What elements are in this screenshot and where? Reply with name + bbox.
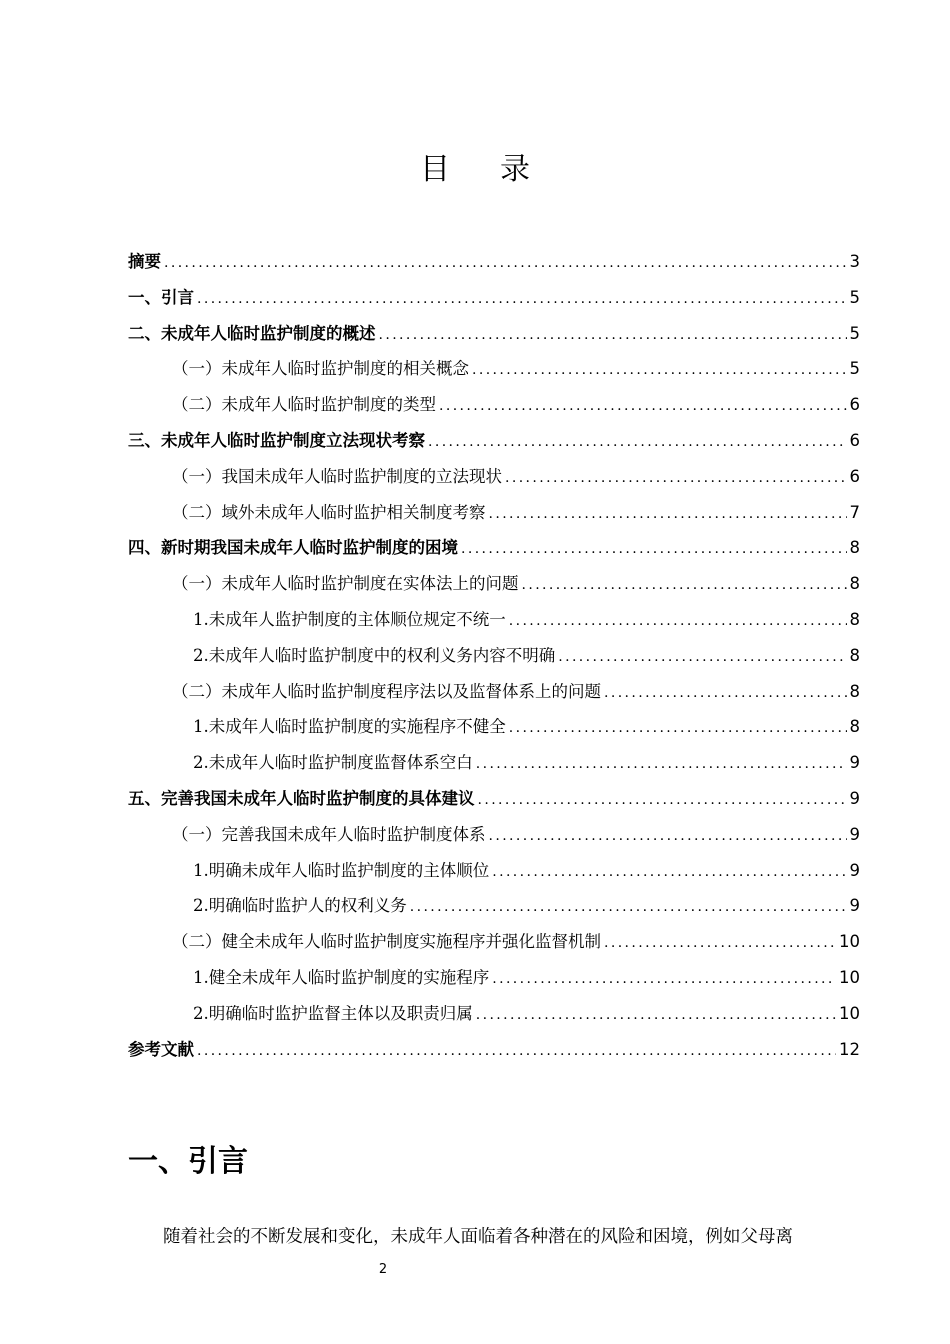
toc-entry-page: 8 bbox=[849, 645, 860, 665]
toc-entry[interactable] bbox=[128, 530, 860, 566]
toc-entry[interactable] bbox=[128, 351, 860, 387]
toc-dot-leader bbox=[604, 926, 836, 962]
toc-title: 目录 bbox=[420, 152, 580, 187]
toc-dot-leader bbox=[604, 676, 847, 712]
toc-dot-leader bbox=[461, 532, 847, 568]
toc-dot-leader bbox=[476, 998, 836, 1034]
toc-entry[interactable] bbox=[128, 745, 860, 781]
toc-entry-page: 9 bbox=[849, 824, 860, 844]
table-of-contents bbox=[128, 244, 860, 1067]
toc-dot-leader bbox=[489, 819, 847, 855]
toc-entry-label: 2.未成年人临时监护制度中的权利义务内容不明确 bbox=[193, 645, 556, 665]
toc-entry-page: 10 bbox=[839, 932, 860, 952]
toc-entry-page: 9 bbox=[849, 788, 860, 808]
toc-dot-leader bbox=[558, 640, 846, 676]
toc-entry-page: 8 bbox=[849, 609, 860, 629]
toc-entry[interactable] bbox=[128, 316, 860, 352]
toc-dot-leader bbox=[509, 711, 847, 747]
toc-entry-label: （二）域外未成年人临时监护相关制度考察 bbox=[172, 502, 486, 522]
toc-entry-page: 7 bbox=[849, 502, 860, 522]
toc-entry-page: 9 bbox=[849, 860, 860, 880]
toc-entry-label: （二）未成年人临时监护制度程序法以及监督体系上的问题 bbox=[172, 681, 601, 701]
toc-entry[interactable] bbox=[128, 495, 860, 531]
toc-entry[interactable] bbox=[128, 566, 860, 602]
section-heading: 一、引言 bbox=[128, 1144, 248, 1179]
toc-entry-page: 8 bbox=[849, 538, 860, 558]
toc-dot-leader bbox=[410, 890, 847, 926]
toc-dot-leader bbox=[428, 425, 847, 461]
toc-entry-label: 1.健全未成年人临时监护制度的实施程序 bbox=[193, 967, 490, 987]
toc-entry-page: 8 bbox=[849, 717, 860, 737]
toc-entry-page: 5 bbox=[849, 323, 860, 343]
toc-entry[interactable] bbox=[128, 817, 860, 853]
toc-entry[interactable] bbox=[128, 638, 860, 674]
toc-dot-leader bbox=[492, 962, 836, 998]
toc-entry[interactable] bbox=[128, 387, 860, 423]
toc-entry-page: 6 bbox=[849, 395, 860, 415]
toc-entry[interactable] bbox=[128, 280, 860, 316]
toc-dot-leader bbox=[489, 497, 847, 533]
toc-entry-label: （一）我国未成年人临时监护制度的立法现状 bbox=[172, 466, 502, 486]
toc-dot-leader bbox=[164, 246, 847, 282]
toc-entry-page: 6 bbox=[849, 430, 860, 450]
toc-entry[interactable] bbox=[128, 602, 860, 638]
toc-entry[interactable] bbox=[128, 244, 860, 280]
toc-dot-leader bbox=[439, 389, 847, 425]
toc-entry-label: （一）完善我国未成年人临时监护制度体系 bbox=[172, 824, 486, 844]
toc-entry-label: 2.明确临时监护人的权利义务 bbox=[193, 896, 407, 916]
toc-entry[interactable] bbox=[128, 709, 860, 745]
toc-entry-label: 二、未成年人临时监护制度的概述 bbox=[128, 323, 376, 343]
toc-entry-label: 1.明确未成年人临时监护制度的主体顺位 bbox=[193, 860, 490, 880]
toc-dot-leader bbox=[509, 604, 847, 640]
toc-entry-label: （一）未成年人临时监护制度的相关概念 bbox=[172, 359, 469, 379]
body-paragraph: 随着社会的不断发展和变化，未成年人面临着各种潜在的风险和困境，例如父母离 bbox=[163, 1227, 793, 1247]
toc-entry[interactable] bbox=[128, 423, 860, 459]
toc-entry-label: 参考文献 bbox=[128, 1039, 194, 1059]
toc-entry-label: （二）未成年人临时监护制度的类型 bbox=[172, 395, 436, 415]
toc-entry[interactable] bbox=[128, 888, 860, 924]
toc-entry-page: 9 bbox=[849, 753, 860, 773]
toc-entry-label: 摘要 bbox=[128, 252, 161, 271]
page-number: 2 bbox=[378, 1262, 388, 1277]
toc-entry-label: 五、完善我国未成年人临时监护制度的具体建议 bbox=[128, 788, 475, 808]
toc-entry-page: 8 bbox=[849, 574, 860, 594]
toc-entry-page: 12 bbox=[839, 1039, 860, 1059]
toc-entry-label: 四、新时期我国未成年人临时监护制度的困境 bbox=[128, 538, 458, 558]
toc-dot-leader bbox=[478, 783, 847, 819]
toc-entry-page: 8 bbox=[849, 681, 860, 701]
toc-dot-leader bbox=[492, 855, 846, 891]
toc-entry-label: 2.未成年人临时监护制度监督体系空白 bbox=[193, 753, 473, 773]
toc-entry-label: （二）健全未成年人临时监护制度实施程序并强化监督机制 bbox=[172, 932, 601, 952]
toc-dot-leader bbox=[522, 568, 847, 604]
toc-dot-leader bbox=[197, 282, 847, 318]
toc-dot-leader bbox=[476, 747, 847, 783]
toc-entry-page: 9 bbox=[849, 896, 860, 916]
toc-dot-leader bbox=[197, 1034, 836, 1070]
toc-entry[interactable] bbox=[128, 781, 860, 817]
toc-entry-page: 10 bbox=[839, 1003, 860, 1023]
toc-entry-label: 1.未成年人监护制度的主体顺位规定不统一 bbox=[193, 609, 506, 629]
toc-entry[interactable] bbox=[128, 674, 860, 710]
toc-dot-leader bbox=[379, 318, 847, 354]
toc-entry-page: 10 bbox=[839, 967, 860, 987]
toc-entry-page: 5 bbox=[849, 359, 860, 379]
toc-entry-page: 5 bbox=[849, 287, 860, 307]
toc-entry-label: 1.未成年人临时监护制度的实施程序不健全 bbox=[193, 717, 506, 737]
toc-entry[interactable] bbox=[128, 996, 860, 1032]
toc-dot-leader bbox=[472, 353, 847, 389]
toc-entry-label: 一、引言 bbox=[128, 287, 194, 307]
toc-dot-leader bbox=[505, 461, 847, 497]
toc-entry-label: 三、未成年人临时监护制度立法现状考察 bbox=[128, 430, 425, 450]
toc-entry[interactable] bbox=[128, 459, 860, 495]
toc-entry-page: 6 bbox=[849, 466, 860, 486]
toc-entry[interactable] bbox=[128, 924, 860, 960]
toc-entry[interactable] bbox=[128, 1032, 860, 1068]
toc-entry[interactable] bbox=[128, 853, 860, 889]
toc-entry-label: 2.明确临时监护监督主体以及职责归属 bbox=[193, 1003, 473, 1023]
toc-entry-page: 3 bbox=[849, 252, 860, 271]
toc-entry[interactable] bbox=[128, 960, 860, 996]
toc-entry-label: （一）未成年人临时监护制度在实体法上的问题 bbox=[172, 574, 519, 594]
